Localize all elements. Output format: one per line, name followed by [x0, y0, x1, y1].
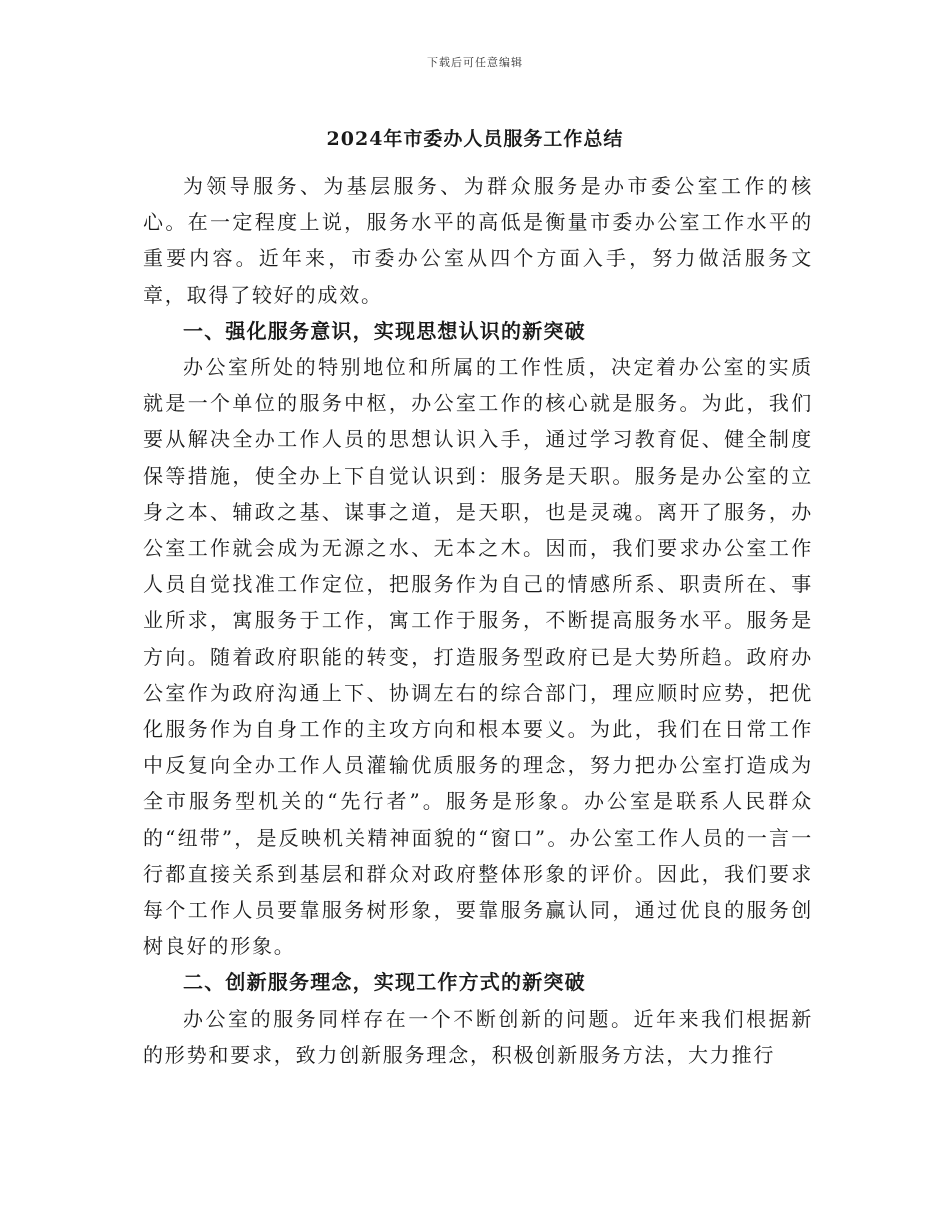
header-note: 下载后可任意编辑: [427, 56, 523, 69]
section-1-paragraph: 办公室所处的特别地位和所属的工作性质，决定着办公室的实质就是一个单位的服务中枢，办公室工作的核心就是服务。为此，我们要从解决全办工作人员的思想认识入手，通过学习教育促、健全制度保等措施，使全办上下自觉认识到：服务是天职。服务是办公室的立身之本、辅政之基、谋事之道，是天职，也是灵魂。离开了服务，办公室工作就会成为无源之水、无本之木。因而，我们要求办公室工作人员自觉找准工作定位，把服务作为自己的情感所系、职责所在、事业所求，寓服务于工作，寓工作于服务，不断提高服务水平。服务是方向。随着政府职能的转变，打造服务型政府已是大势所趋。政府办公室作为政府沟通上下、协调左右的综合部门，理应顺时应势，把优化服务作为自身工作的主攻方向和根本要义。为此，我们在日常工作中反复向全办工作人员灌输优质服务的理念，努力把办公室打造成为全市服务型机关的“先行者”。服务是形象。办公室是联系人民群众的“纽带”，是反映机关精神面貌的“窗口”。办公室工作人员的一言一行都直接关系到基层和群众对政府整体形象的评价。因此，我们要求每个工作人员要靠服务树形象，要靠服务赢认同，通过优良的服务创树良好的形象。: [143, 355, 813, 959]
section-2-paragraph: 办公室的服务同样存在一个不断创新的问题。近年来我们根据新的形势和要求，致力创新服务理念，积极创新服务方法，大力推行: [143, 1006, 813, 1067]
document-title: 2024年市委办人员服务工作总结: [326, 128, 624, 150]
document-body: [143, 168, 813, 1073]
section-heading-1: 一、强化服务意识，实现思想认识的新突破: [183, 318, 586, 343]
intro-paragraph: 为领导服务、为基层服务、为群众服务是办市委公室工作的核心。在一定程度上说，服务水平的高低是衡量市委办公室工作水平的重要内容。近年来，市委办公室从四个方面入手，努力做活服务文章，取得了较好的成效。: [143, 174, 813, 307]
section-heading-2: 二、创新服务理念，实现工作方式的新突破: [183, 970, 586, 995]
